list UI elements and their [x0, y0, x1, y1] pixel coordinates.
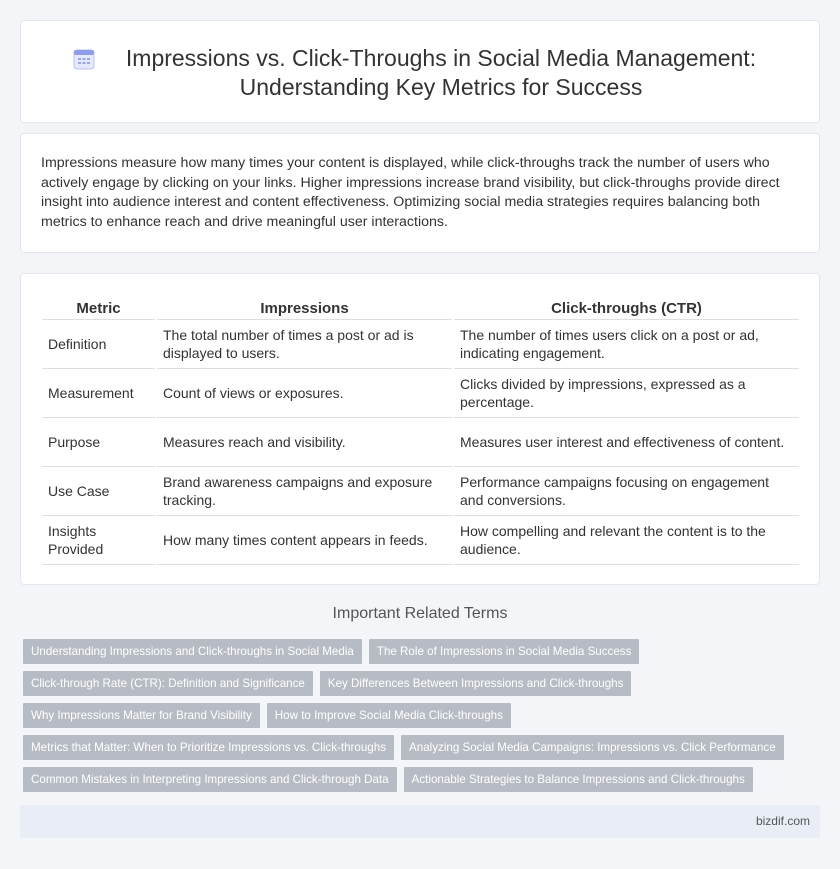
table-row	[42, 369, 799, 418]
table-row	[42, 516, 799, 565]
metric-cell: Purpose	[42, 418, 155, 467]
metric-cell: Definition	[42, 320, 155, 369]
comparison-card	[20, 273, 820, 585]
related-term-link[interactable]: Understanding Impressions and Click-throughs in Social Media	[23, 639, 362, 664]
related-term-link[interactable]: The Role of Impressions in Social Media Success	[369, 639, 640, 664]
comparison-table	[42, 296, 799, 565]
related-term-link[interactable]: Analyzing Social Media Campaigns: Impressions vs. Click Performance	[401, 735, 784, 760]
page-title: Impressions vs. Click-Throughs in Social Media Management: Understanding Key Metrics for Success	[125, 44, 757, 100]
related-term-link[interactable]: Actionable Strategies to Balance Impressions and Click-throughs	[404, 767, 753, 792]
related-term-link[interactable]: How to Improve Social Media Click-throughs	[267, 703, 511, 728]
related-term-link[interactable]: Metrics that Matter: When to Prioritize Impressions vs. Click-throughs	[23, 735, 394, 760]
column-header-ctr: Click-throughs (CTR)	[454, 296, 799, 320]
ctr-cell: Clicks divided by impressions, expressed as a percentage.	[454, 369, 799, 418]
related-term-link[interactable]: Common Mistakes in Interpreting Impressions and Click-through Data	[23, 767, 397, 792]
column-header-metric: Metric	[42, 296, 155, 320]
footer	[20, 805, 820, 838]
impressions-cell: Measures reach and visibility.	[157, 418, 452, 467]
impressions-cell: The total number of times a post or ad is displayed to users.	[157, 320, 452, 369]
ctr-cell: The number of times users click on a post or ad, indicating engagement.	[454, 320, 799, 369]
related-term-link[interactable]: Why Impressions Matter for Brand Visibility	[23, 703, 260, 728]
tag-row	[23, 767, 823, 792]
table-header-row	[42, 296, 799, 320]
intro-card	[20, 133, 820, 253]
impressions-cell: How many times content appears in feeds.	[157, 516, 452, 565]
tag-row	[23, 703, 823, 728]
related-terms-heading: Important Related Terms	[332, 605, 508, 622]
impressions-cell: Count of views or exposures.	[157, 369, 452, 418]
table-row	[42, 418, 799, 467]
related-term-link[interactable]: Click-through Rate (CTR): Definition and Significance	[23, 671, 313, 696]
table-row	[42, 320, 799, 369]
ctr-cell: How compelling and relevant the content is to the audience.	[454, 516, 799, 565]
ctr-cell: Measures user interest and effectiveness of content.	[454, 418, 799, 467]
table-row	[42, 467, 799, 516]
metric-cell: Insights Provided	[42, 516, 155, 565]
metric-cell: Measurement	[42, 369, 155, 418]
related-terms-list	[23, 639, 823, 799]
tag-row	[23, 671, 823, 696]
footer-brand[interactable]: bizdif.com	[755, 814, 810, 828]
column-header-impressions: Impressions	[157, 296, 452, 320]
related-term-link[interactable]: Key Differences Between Impressions and Click-throughs	[320, 671, 632, 696]
intro-paragraph: Impressions measure how many times your content is displayed, while click-throughs track the number of users who actively engage by clicking on your links. Higher impressions increase brand visibility, but click-throughs provide direct insight into audience interest and content effectiveness. Optimizing social media strategies requires balancing both metrics to enhance reach and drive meaningful user interactions.	[41, 155, 780, 230]
tag-row	[23, 639, 823, 664]
metric-cell: Use Case	[42, 467, 155, 516]
tag-row	[23, 735, 823, 760]
ctr-cell: Performance campaigns focusing on engagement and conversions.	[454, 467, 799, 516]
impressions-cell: Brand awareness campaigns and exposure tracking.	[157, 467, 452, 516]
title-card	[20, 20, 820, 123]
